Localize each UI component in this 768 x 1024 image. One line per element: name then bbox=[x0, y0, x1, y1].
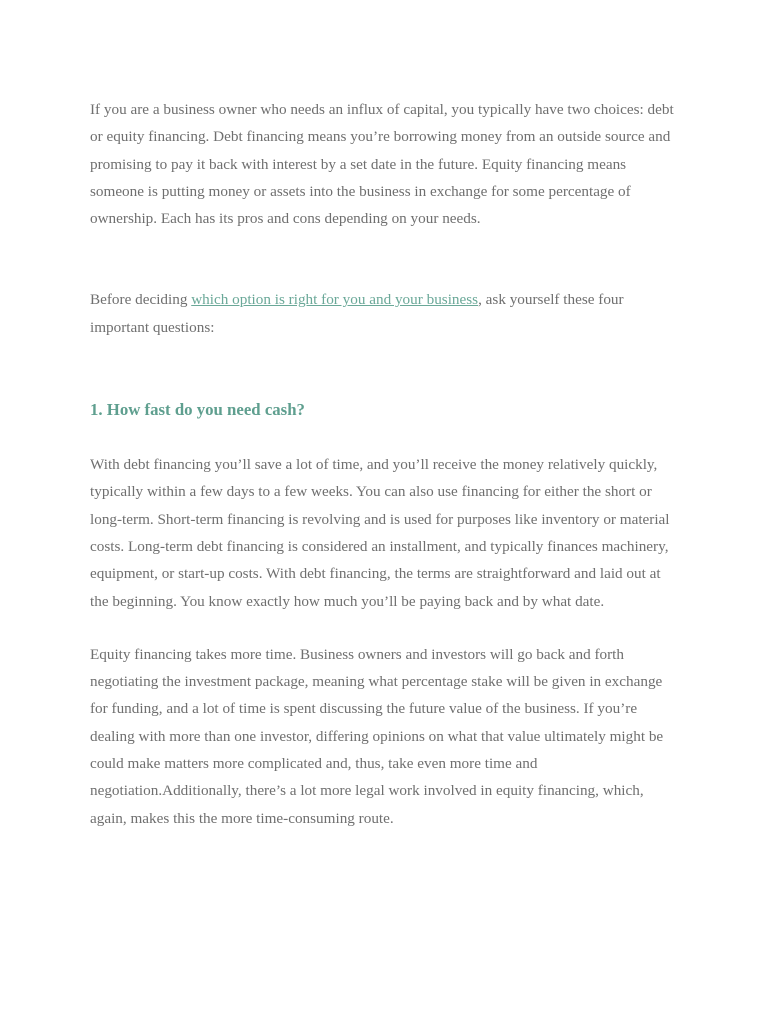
before-deciding-paragraph bbox=[90, 286, 678, 341]
article-body bbox=[90, 96, 678, 832]
debt-financing-paragraph: With debt financing you’ll save a lot of time, and you’ll receive the money relatively quickly, typically within a few days to a few weeks. You can also use financing for either the short or long-term. Short-term financing is revolving and is used for purposes like inventory or material costs. Long-term debt financing is considered an installment, and typically finances machinery, equipment, or start-up costs. With debt financing, the terms are straightforward and laid out at the beginning. You know exactly how much you’ll be paying back and by what date. bbox=[90, 456, 670, 610]
intro-paragraph: If you are a business owner who needs an influx of capital, you typically have two choices: debt or equity financing. Debt financing means you’re borrowing money from an outside source and promising to pay it back with interest by a set date in the future. Equity financing means someone is putting money or assets into the business in exchange for some percentage of ownership. Each has its pros and cons depending on your needs. bbox=[90, 101, 674, 228]
option-right-for-you-link[interactable]: which option is right for you and your business bbox=[191, 291, 479, 309]
before-suffix: , ask yourself these four important questions: bbox=[90, 291, 624, 336]
before-prefix: Before deciding bbox=[90, 291, 192, 309]
equity-financing-paragraph: Equity financing takes more time. Business owners and investors will go back and forth negotiating the investment package, meaning what percentage stake will be given in exchange for funding, and a lot of time is spent discussing the future value of the business. If you’re dealing with more than one investor, differing opinions on what that value ultimately might be could make matters more complicated and, thus, take even more time and negotiation.Additionally, there’s a lot more legal work involved in equity financing, which, again, makes this the more time-consuming route. bbox=[90, 645, 664, 827]
section-heading-how-fast: 1. How fast do you need cash? bbox=[90, 400, 305, 420]
